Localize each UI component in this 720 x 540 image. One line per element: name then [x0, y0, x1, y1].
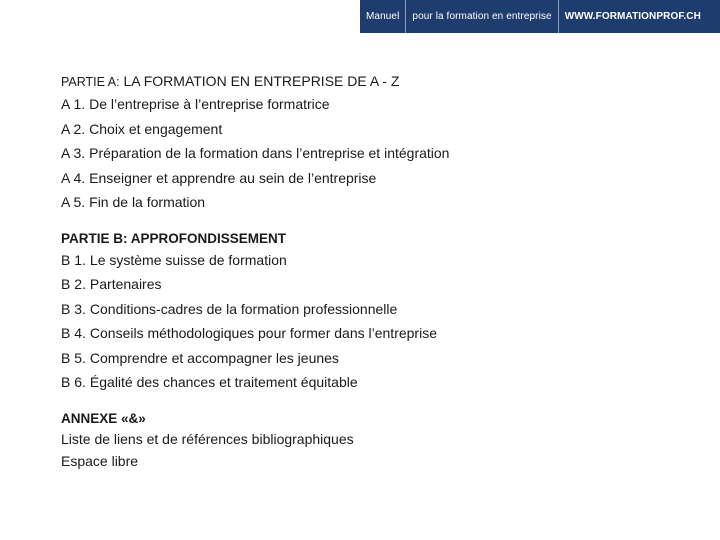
- toc-item-label: Espace libre: [61, 452, 139, 469]
- toc-item-label: Préparation de la formation dans l’entreprise et intégration: [89, 145, 450, 161]
- toc-item[interactable]: [61, 450, 701, 472]
- header-url-link[interactable]: WWW.FORMATIONPROF.CH: [564, 11, 701, 22]
- toc-item-code: B 6.: [61, 374, 86, 390]
- toc-item-code: A 1.: [61, 96, 86, 112]
- toc-item-label: Égalité des chances et traitement équitable: [89, 374, 358, 390]
- toc-item[interactable]: [61, 321, 701, 346]
- toc-item[interactable]: [61, 428, 701, 450]
- header-banner: [360, 0, 720, 33]
- toc-item-code: A 3.: [61, 145, 86, 161]
- table-of-contents: [61, 72, 701, 486]
- toc-item[interactable]: [61, 141, 701, 166]
- toc-item-code: B 5.: [61, 349, 86, 366]
- toc-item[interactable]: [61, 248, 701, 273]
- toc-item[interactable]: [61, 272, 701, 297]
- toc-item-label: De l’entreprise à l’entreprise formatrice: [89, 96, 330, 112]
- toc-item[interactable]: [61, 117, 701, 142]
- toc-item-label: Choix et engagement: [89, 120, 223, 137]
- header-manuel: Manuel: [366, 11, 400, 22]
- part-a-prefix: PARTIE A:: [61, 75, 120, 89]
- toc-item-label: Partenaires: [89, 276, 162, 292]
- toc-item-label: Conseils méthodologiques pour former dans l’entreprise: [89, 325, 437, 341]
- toc-item-code: B 3.: [61, 300, 86, 317]
- toc-item[interactable]: [61, 297, 701, 322]
- toc-item-label: Le système suisse de formation: [89, 251, 287, 268]
- toc-item-code: A 4.: [61, 169, 86, 186]
- toc-item[interactable]: [61, 190, 701, 215]
- toc-item-code: A 5.: [61, 194, 86, 210]
- toc-item-code: A 2.: [61, 120, 86, 137]
- toc-item[interactable]: [61, 370, 701, 395]
- toc-item-label: Conditions-cadres de la formation professionnelle: [89, 300, 398, 317]
- toc-item-label: Fin de la formation: [89, 194, 206, 210]
- toc-item[interactable]: [61, 346, 701, 371]
- toc-item-code: B 4.: [61, 325, 86, 341]
- toc-item-label: Enseigner et apprendre au sein de l’entreprise: [89, 169, 377, 186]
- section-title-annex: ANNEXE «&»: [61, 410, 146, 426]
- section-title-part-a: [61, 72, 701, 92]
- section-part-a: [61, 72, 701, 215]
- toc-item-code: B 2.: [61, 276, 86, 292]
- toc-item[interactable]: [61, 92, 701, 117]
- toc-item-label: Liste de liens et de références bibliographiques: [61, 430, 354, 447]
- section-annex: [61, 409, 701, 472]
- header-tagline: pour la formation en entreprise: [412, 11, 552, 22]
- toc-item-code: B 1.: [61, 251, 86, 268]
- section-title-part-b: PARTIE B: APPROFONDISSEMENT: [61, 230, 287, 246]
- part-a-title: LA FORMATION EN ENTREPRISE DE A - Z: [123, 73, 400, 89]
- section-part-b: [61, 229, 701, 395]
- toc-item-label: Comprendre et accompagner les jeunes: [89, 349, 339, 366]
- toc-item[interactable]: [61, 166, 701, 191]
